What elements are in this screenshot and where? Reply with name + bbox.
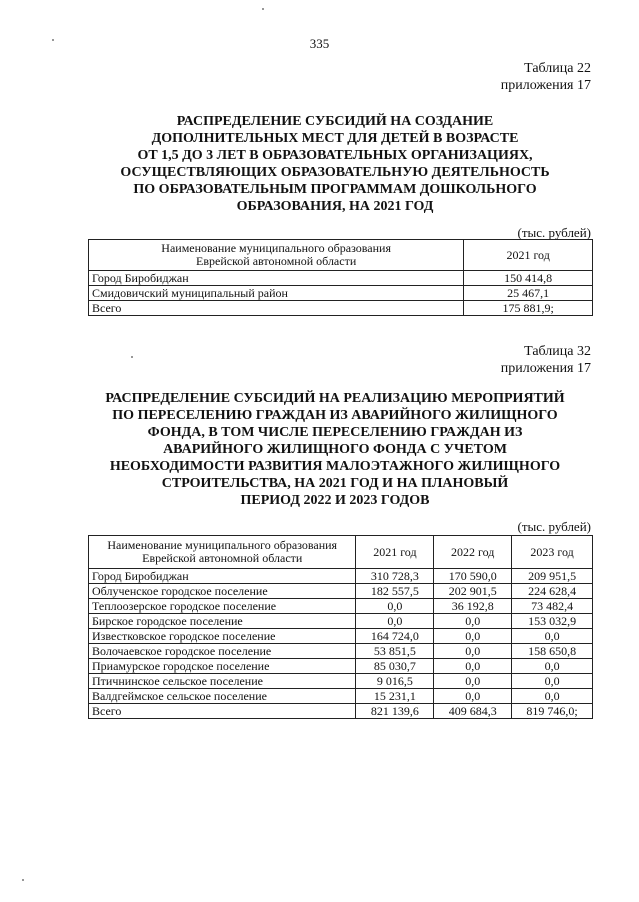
table-row (89, 659, 593, 674)
table-22-caption-line-1: Таблица 22 (524, 61, 591, 76)
title-line: ПО ПЕРЕСЕЛЕНИЮ ГРАЖДАН ИЗ АВАРИЙНОГО ЖИЛИЩНОГО (112, 408, 558, 423)
page-number: 335 (309, 36, 330, 51)
title-line: АВАРИЙНОГО ЖИЛИЩНОГО ФОНДА С УЧЕТОМ (163, 442, 507, 457)
table-row (89, 569, 593, 584)
row-value-2023: 209 951,5 (512, 569, 593, 584)
title-line: РАСПРЕДЕЛЕНИЕ СУБСИДИЙ НА РЕАЛИЗАЦИЮ МЕРОПРИЯТИЙ (105, 391, 565, 406)
row-name: Теплоозерское городское поселение (89, 599, 356, 614)
table-row (89, 629, 593, 644)
table-32-caption-line-2: приложения 17 (500, 361, 591, 376)
row-value-2023: 0,0 (512, 674, 593, 689)
row-name: Всего (89, 301, 464, 316)
row-name: Облученское городское поселение (89, 584, 356, 599)
title-line: ОТ 1,5 ДО 3 ЛЕТ В ОБРАЗОВАТЕЛЬНЫХ ОРГАНИЗАЦИЯХ, (137, 148, 533, 163)
table-22-title (80, 113, 590, 215)
row-name: Птичнинское сельское поселение (89, 674, 356, 689)
row-value-2021: 164 724,0 (356, 629, 434, 644)
row-name: Город Биробиджан (89, 569, 356, 584)
row-value-2021: 15 231,1 (356, 689, 434, 704)
title-line: ПЕРИОД 2022 И 2023 ГОДОВ (240, 493, 430, 508)
table-row (89, 599, 593, 614)
row-value-2021: 182 557,5 (356, 584, 434, 599)
row-name: Смидовичский муниципальный район (89, 286, 464, 301)
title-line: СТРОИТЕЛЬСТВА, НА 2021 ГОД И НА ПЛАНОВЫЙ (161, 476, 509, 491)
row-value-2022: 0,0 (434, 644, 512, 659)
row-name: Бирское городское поселение (89, 614, 356, 629)
table-header-row (89, 536, 593, 569)
title-line: ОБРАЗОВАНИЯ, НА 2021 ГОД (236, 199, 434, 214)
row-value-2021: 150 414,8 (464, 271, 593, 286)
table-22 (88, 239, 593, 316)
row-name: Всего (89, 704, 356, 719)
column-header-municipality: Наименование муниципального образования Еврейской автономной области (89, 240, 464, 271)
table-row (89, 614, 593, 629)
row-value-2022: 170 590,0 (434, 569, 512, 584)
row-value-2023: 153 032,9 (512, 614, 593, 629)
row-value-2021: 0,0 (356, 599, 434, 614)
row-value-2022: 202 901,5 (434, 584, 512, 599)
title-line: ПО ОБРАЗОВАТЕЛЬНЫМ ПРОГРАММАМ ДОШКОЛЬНОГО (133, 182, 537, 197)
table-22-caption-line-2: приложения 17 (500, 78, 591, 93)
row-value-2022: 0,0 (434, 659, 512, 674)
table-row (89, 689, 593, 704)
row-value-2021: 0,0 (356, 614, 434, 629)
title-line: ФОНДА, В ТОМ ЧИСЛЕ ПЕРЕСЕЛЕНИЮ ГРАЖДАН ИЗ (147, 425, 523, 440)
column-header-2021: 2021 год (464, 240, 593, 271)
row-value-2021: 53 851,5 (356, 644, 434, 659)
row-value-2022: 0,0 (434, 674, 512, 689)
title-line: ДОПОЛНИТЕЛЬНЫХ МЕСТ ДЛЯ ДЕТЕЙ В ВОЗРАСТЕ (151, 131, 519, 146)
row-value-2021: 821 139,6 (356, 704, 434, 719)
table-row (89, 584, 593, 599)
row-name: Валдгеймское сельское поселение (89, 689, 356, 704)
table-32-title (80, 390, 590, 509)
row-name: Приамурское городское поселение (89, 659, 356, 674)
row-name: Известковское городское поселение (89, 629, 356, 644)
table-32-caption-line-1: Таблица 32 (524, 344, 591, 359)
table-row (89, 271, 593, 286)
table-row (89, 286, 593, 301)
table-22-caption (501, 60, 591, 94)
scan-speck (22, 879, 24, 881)
row-value-2022: 409 684,3 (434, 704, 512, 719)
row-value-2021: 25 467,1 (464, 286, 593, 301)
row-value-2021: 310 728,3 (356, 569, 434, 584)
row-value-2023: 73 482,4 (512, 599, 593, 614)
table-header-row (89, 240, 593, 271)
title-line: НЕОБХОДИМОСТИ РАЗВИТИЯ МАЛОЭТАЖНОГО ЖИЛИЩНОГО (109, 459, 561, 474)
row-value-2022: 36 192,8 (434, 599, 512, 614)
row-value-2022: 0,0 (434, 689, 512, 704)
column-header-2022: 2022 год (434, 536, 512, 569)
title-line: ОСУЩЕСТВЛЯЮЩИХ ОБРАЗОВАТЕЛЬНУЮ ДЕЯТЕЛЬНОСТЬ (120, 165, 550, 180)
scan-speck (131, 356, 133, 358)
row-value-2021: 85 030,7 (356, 659, 434, 674)
scan-speck (262, 8, 264, 10)
row-value-2022: 0,0 (434, 629, 512, 644)
table-row (89, 674, 593, 689)
row-value-2023: 0,0 (512, 659, 593, 674)
row-value-2023: 158 650,8 (512, 644, 593, 659)
table-22-units: (тыс. рублей) (517, 225, 591, 240)
row-value-2023: 224 628,4 (512, 584, 593, 599)
column-header-2021: 2021 год (356, 536, 434, 569)
row-name: Город Биробиджан (89, 271, 464, 286)
row-value-2023: 0,0 (512, 689, 593, 704)
row-name: Волочаевское городское поселение (89, 644, 356, 659)
column-header-municipality: Наименование муниципального образования Еврейской автономной области (89, 536, 356, 569)
row-value-2023: 0,0 (512, 629, 593, 644)
column-header-2023: 2023 год (512, 536, 593, 569)
row-value-2021: 175 881,9; (464, 301, 593, 316)
row-value-2023: 819 746,0; (512, 704, 593, 719)
table-row-total (89, 301, 593, 316)
title-line: РАСПРЕДЕЛЕНИЕ СУБСИДИЙ НА СОЗДАНИЕ (176, 114, 494, 129)
row-value-2021: 9 016,5 (356, 674, 434, 689)
table-row-total (89, 704, 593, 719)
table-32 (88, 535, 593, 719)
table-row (89, 644, 593, 659)
table-32-units: (тыс. рублей) (517, 519, 591, 534)
table-32-caption (501, 343, 591, 377)
row-value-2022: 0,0 (434, 614, 512, 629)
